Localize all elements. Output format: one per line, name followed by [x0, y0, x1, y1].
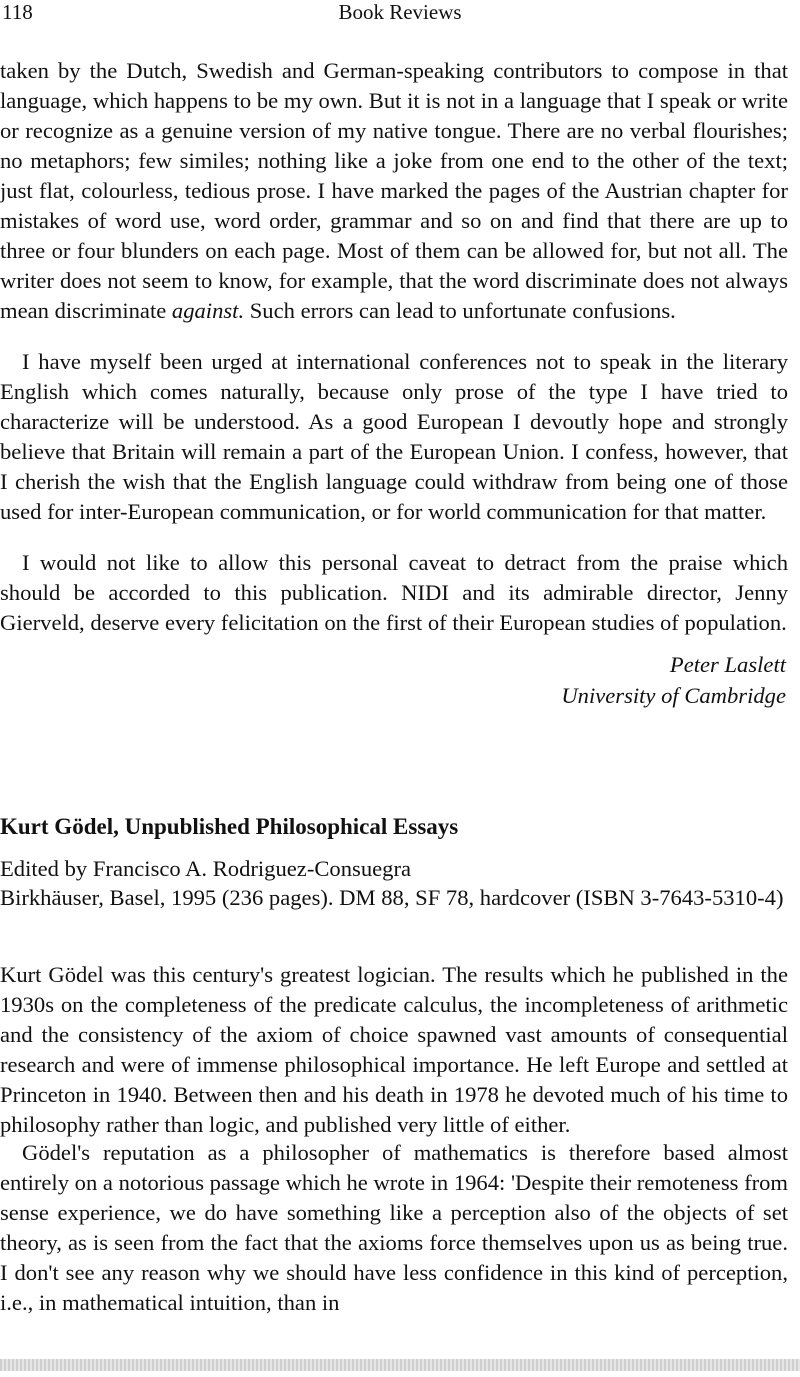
review2-paragraph-1-text: Kurt Gödel was this century's greatest logician. The results which he published in the 1930s on the completeness of the predicate calculus, the incompleteness of arithmetic and the consistency of the axiom of choice spawned vast amounts of consequential research and were of immense philosophical importance. He left Europe and settled at Princeton in 1940. Between then and his death in 1978 he devoted much of his time to philosophy rather than logic, and published very little of either.	[0, 962, 788, 1137]
review-title: Kurt Gödel, Unpublished Philosophical Essays	[0, 814, 459, 839]
reviewer-affiliation: University of Cambridge	[561, 683, 786, 708]
review1-paragraph-1-text: taken by the Dutch, Swedish and German-speaking contributors to compose in that language, which happens to be my own. But it is not in a language that I speak or write or recognize as a genuine version of my native tongue. There are no verbal flourishes; no metaphors; few similes; nothing like a joke from one end to the other of the text; just flat, colourless, tedious prose. I have marked the pages of the Austrian chapter for mistakes of word use, word order, grammar and so on and find that there are up to three or four blunders on each page. Most of them can be allowed for, but not all. The writer does not seem to know, for example, that the word discriminate does not always mean discriminate	[0, 58, 788, 323]
review1-paragraph-2-text: I have myself been urged at international conferences not to speak in the literary English which comes naturally, because only prose of the type I have tried to characterize will be understood. As a good European I devoutly hope and strongly believe that Britain will remain a part of the European Union. I confess, however, that I cherish the wish that the English language could withdraw from being one of those used for inter-European communication, or for world communication for that matter.	[0, 349, 788, 524]
review2-paragraph-2-text: Gödel's reputation as a philosopher of mathematics is therefore based almost entirely on a notorious passage which he wrote in 1964: 'Despite their remoteness from sense experience, we do have something like a perception also of the objects of set theory, as is seen from the fact that the axioms force themselves upon us as being true. I don't see any reason why we should have less confidence in this kind of perception, i.e., in mathematical intuition, than in	[0, 1140, 788, 1315]
review1-paragraph-1	[0, 56, 788, 326]
running-head	[0, 0, 800, 26]
publication-line: Birkhäuser, Basel, 1995 (236 pages). DM 88, SF 78, hardcover (ISBN 3-7643-5310-4)	[0, 885, 784, 910]
page-bottom-strip	[0, 1359, 800, 1371]
page-number: 118	[2, 0, 33, 24]
journal-section-title: Book Reviews	[338, 0, 462, 24]
emphasis-against: against.	[171, 298, 245, 323]
review1-paragraph-3	[0, 548, 788, 638]
reviewer-name: Peter Laslett	[669, 652, 786, 677]
review1-paragraph-3-text: I would not like to allow this personal caveat to detract from the praise which should be accorded to this publication. NIDI and its admirable director, Jenny Gierveld, deserve every felicitation on the first of their European studies of population.	[0, 550, 788, 635]
review1-paragraph-1-end: Such errors can lead to unfortunate confusions.	[244, 298, 676, 323]
review1-paragraph-2	[0, 347, 788, 527]
reviewer-signature	[561, 649, 786, 711]
bibliographic-details	[0, 854, 788, 912]
review2-paragraph-2	[0, 1138, 788, 1318]
editor-line: Edited by Francisco A. Rodriguez-Consuegra	[0, 856, 411, 881]
review2-paragraph-1	[0, 960, 788, 1140]
